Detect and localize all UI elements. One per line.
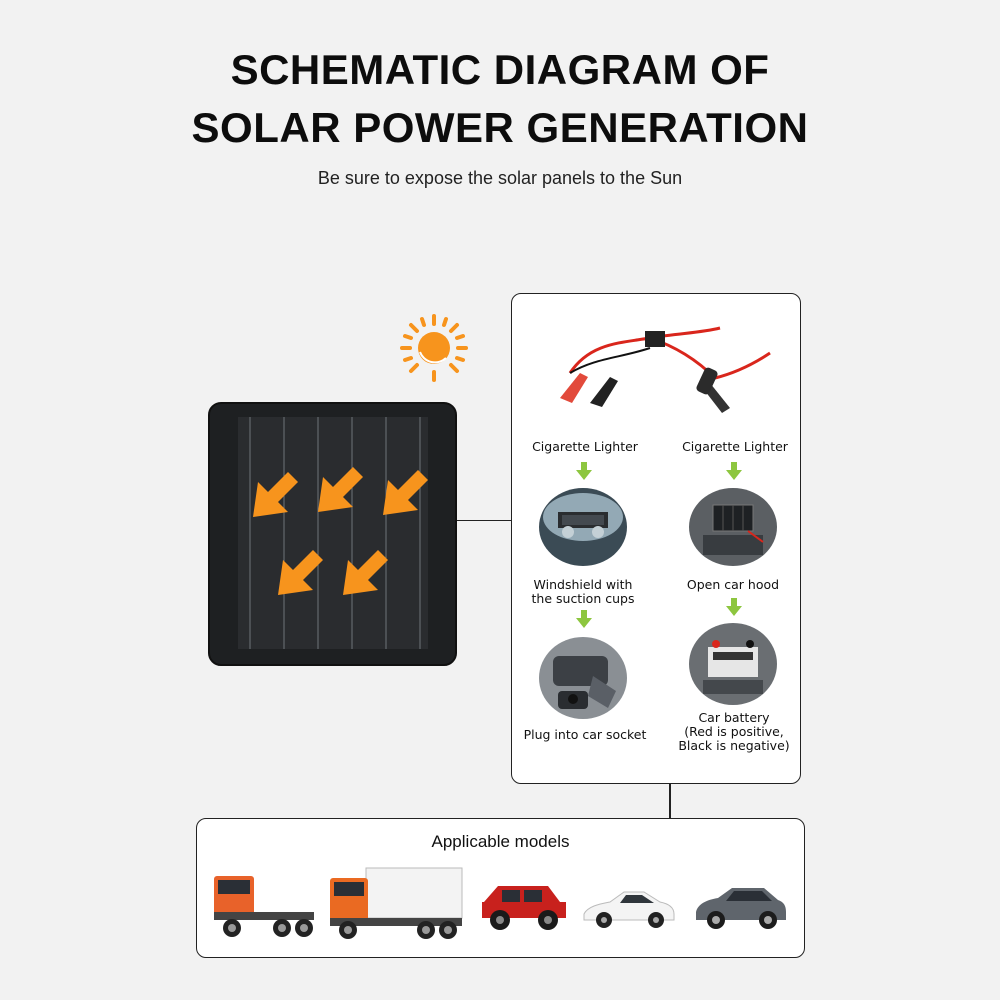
title-line-1: SCHEMATIC DIAGRAM OF: [230, 46, 770, 93]
step-label-car-socket: Plug into car socket: [523, 727, 647, 742]
car-battery-photo: [688, 622, 778, 706]
title-line-2: SOLAR POWER GENERATION: [191, 104, 809, 151]
truck-icon: [210, 868, 322, 942]
sun-icon: [394, 308, 474, 388]
suv-icon: [692, 880, 790, 932]
car-hood-photo: [688, 487, 778, 567]
step-label-cigarette-lighter-2: Cigarette Lighter: [682, 439, 788, 454]
charging-cable: [550, 303, 780, 423]
connector-card-to-models: [669, 784, 671, 818]
subtitle: Be sure to expose the solar panels to the Sun: [317, 168, 683, 188]
box-truck-icon: [326, 862, 466, 944]
jeep-icon: [478, 878, 570, 934]
step-label-cigarette-lighter-1: Cigarette Lighter: [532, 439, 638, 454]
down-arrow-icon: [575, 610, 593, 628]
sedan-icon: [580, 886, 678, 930]
car-socket-photo: [538, 636, 628, 720]
windshield-photo: [538, 487, 628, 567]
step-label-windshield: Windshield with the suction cups: [531, 577, 635, 606]
step-label-car-battery: Car battery (Red is positive, Black is negative): [678, 710, 790, 753]
down-arrow-icon: [725, 462, 743, 480]
connector-panel-to-card: [457, 520, 511, 521]
down-arrow-icon: [725, 598, 743, 616]
models-title: Applicable models: [431, 832, 570, 851]
step-label-open-hood: Open car hood: [686, 577, 780, 592]
solar-panel: [208, 402, 457, 666]
down-arrow-icon: [575, 462, 593, 480]
